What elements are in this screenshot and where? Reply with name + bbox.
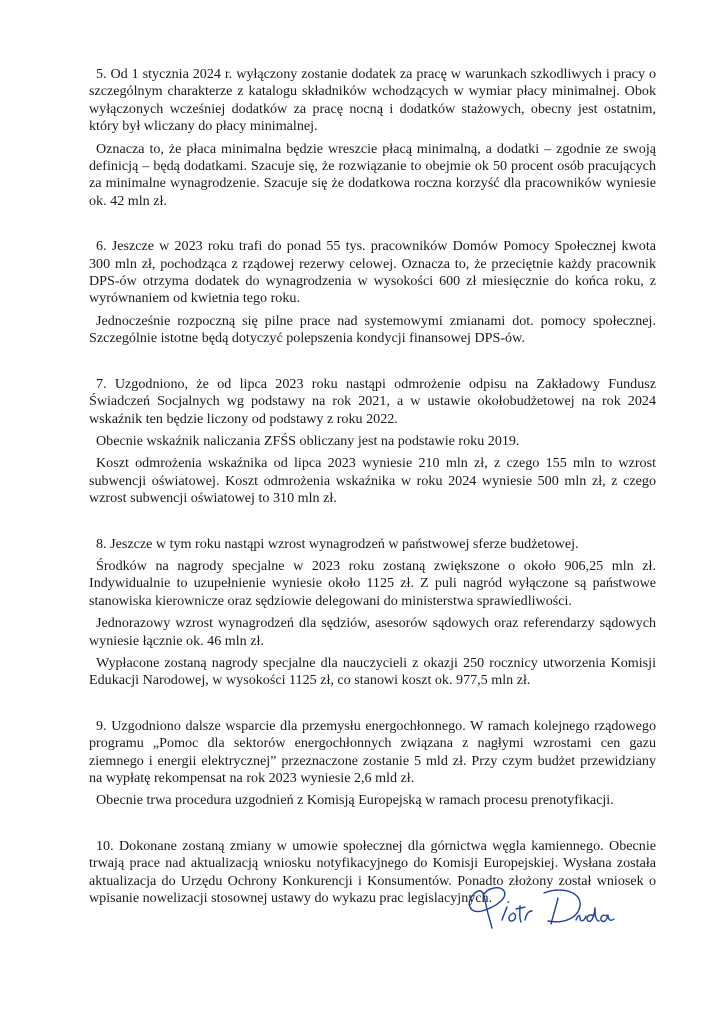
paragraph: Obecnie trwa procedura uzgodnień z Komisją Europejską w ramach procesu prenotyfikacji. — [96, 792, 614, 809]
paragraph: Oznacza to, że płaca minimalna będzie wreszcie płacą minimalną, a dodatki – zgodnie ze swoją definicją – będą dodatkami. Szacuje się, że rozwiązanie to obejmie ok 50 procent osób pracujących za minimalne wynagrodzenie. Szacuje się że dodatkowa roczna korzyść dla pracowników wyniesie ok. 42 mln zł. — [89, 140, 656, 209]
signature-graphic — [462, 880, 622, 940]
paragraph: Jednorazowy wzrost wynagrodzeń dla sędziów, asesorów sądowych oraz referendarzy sądowych wyniesie łącznie ok. 46 mln zł. — [89, 615, 656, 649]
section-9 — [89, 718, 656, 810]
paragraph: Koszt odmrożenia wskaźnika od lipca 2023 wyniesie 210 mln zł, z czego 155 mln to wzrost subwencji oświatowej. Koszt odmrożenia wskaźnika w roku 2024 wyniesie 500 mln zł, z czego wzrost subwencji oświatowej to 310 mln zł. — [89, 455, 656, 507]
paragraph: Jednocześnie rozpoczną się pilne prace nad systemowymi zmianami dot. pomocy społecznej. Szczególnie istotne będą dotyczyć polepszenia kondycji finansowej DPS-ów. — [89, 312, 656, 347]
paragraph: Wypłacone zostaną nagrody specjalne dla nauczycieli z okazji 250 rocznicy utworzenia Komisji Edukacji Narodowej, w wysokości 1125 zł, co stanowi koszt ok. 977,5 mln zł. — [89, 654, 656, 689]
document-body — [89, 66, 656, 912]
paragraph: 5. Od 1 stycznia 2024 r. wyłączony zostanie dodatek za pracę w warunkach szkodliwych i pracy o szczególnym charakterze z katalogu składników wchodzących w wymiar płacy minimalnej. Obok wyłączonych wcześniej dodatków za pracę nocną i dodatków stażowych, obecny jest ostatnim, który był wliczany do płacy minimalnej. — [89, 66, 656, 135]
paragraph: 9. Uzgodniono dalsze wsparcie dla przemysłu energochłonnego. W ramach kolejnego rządowego programu „Pomoc dla sektorów energochłonnych związana z nagłymi wzrostami cen gazu ziemnego i energii elektrycznej” przeznaczone zostanie 5 mld zł. Przy czym budżet przewidziany na wypłatę rekompensat na rok 2023 wyniesie 2,6 mld zł. — [89, 717, 656, 786]
handwritten-signature — [462, 880, 622, 940]
paragraph: 8. Jeszcze w tym roku nastąpi wzrost wynagrodzeń w państwowej sferze budżetowej. — [96, 535, 579, 552]
section-5 — [89, 66, 656, 210]
paragraph: Środków na nagrody specjalne w 2023 roku zostaną zwiększone o około 906,25 mln zł. Indywidualnie to uzupełnienie wyniesie około 1125 zł. Z puli nagród wyłączone są państwowe stanowiska kierownicze oraz sędziowie delegowani do ministerstwa sprawiedliwości. — [89, 557, 656, 609]
paragraph: 7. Uzgodniono, że od lipca 2023 roku nastąpi odmrożenie odpisu na Zakładowy Fundusz Świadczeń Socjalnych wg podstawy na rok 2021, a w ustawie okołobudżetowej na rok 2024 wskaźnik ten będzie liczony od podstawy z roku 2022. — [89, 375, 656, 427]
section-8 — [89, 536, 656, 690]
paragraph: 10. Dokonane zostaną zmiany w umowie społecznej dla górnictwa węgla kamiennego. Obecnie trwają prace nad aktualizacją wniosku notyfikacyjnego do Komisji Europejskiej. Wysłana została aktualizacja do Urzędu Ochrony Konkurencji i Konsumentów. Ponadto złożony został wniosek o wpisanie nowelizacji stosownej ustawy do wykazu prac legislacyjnych. — [89, 837, 656, 907]
section-7 — [89, 376, 656, 508]
paragraph: Obecnie wskaźnik naliczania ZFŚS obliczany jest na podstawie roku 2019. — [96, 432, 520, 449]
paragraph: 6. Jeszcze w 2023 roku trafi do ponad 55 tys. pracowników Domów Pomocy Społecznej kwota 300 mln zł, pochodząca z rządowej rezerwy celowej. Oznacza to, że przeciętnie każdy pracownik DPS-ów otrzyma dodatek do wynagrodzenia w wysokości 600 zł miesięcznie do końca roku, z wyrównaniem od kwietnia tego roku. — [89, 238, 656, 307]
section-6 — [89, 238, 656, 347]
